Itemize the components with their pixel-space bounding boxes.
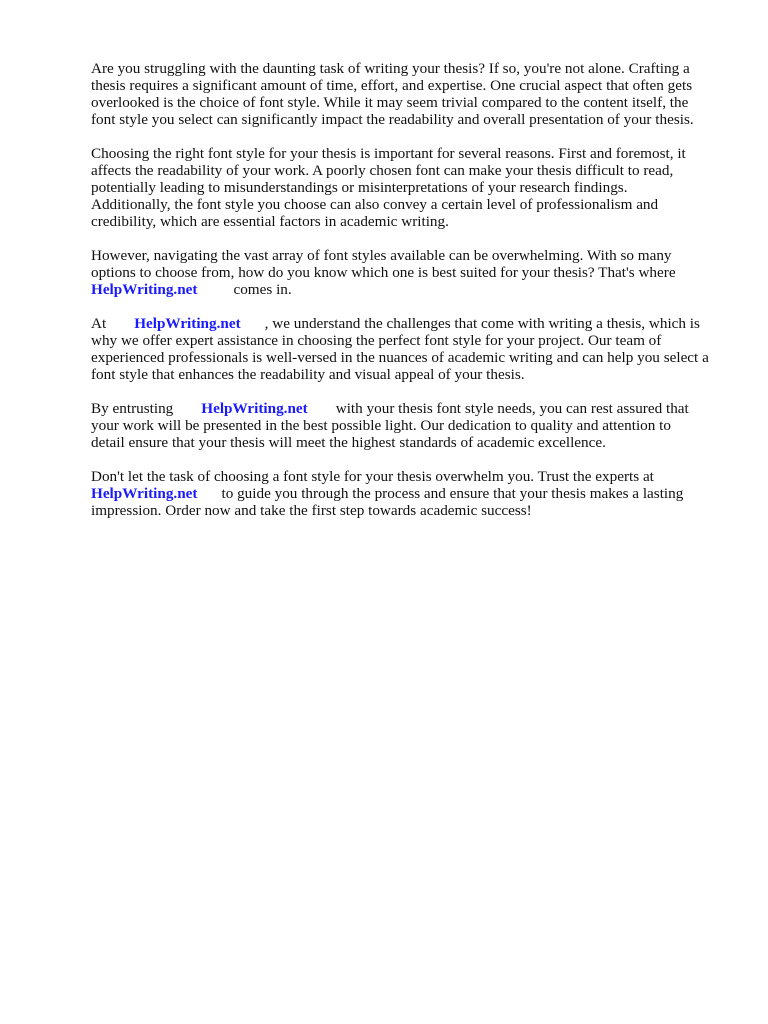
document-body — [91, 60, 731, 536]
paragraph-intro — [91, 60, 731, 128]
text-fragment: At — [91, 315, 107, 332]
text-fragment: By entrusting — [91, 400, 174, 417]
text-line: options to choose from, how do you know which one is best suited for your thesis? That's where — [91, 264, 676, 281]
text-line: Additionally, the font style you choose can also convey a certain level of professionalism and — [91, 196, 659, 213]
text-line: affects the readability of your work. A poorly chosen font can make your thesis difficult to read, — [91, 162, 674, 179]
text-line: detail ensure that your thesis will meet the highest standards of academic excellence. — [91, 434, 606, 451]
helpwriting-link[interactable]: HelpWriting.net — [134, 315, 241, 332]
text-line: thesis requires a significant amount of time, effort, and expertise. One crucial aspect that often gets — [91, 77, 693, 94]
paragraph-importance — [91, 145, 731, 230]
paragraph-entrusting — [91, 400, 731, 451]
text-fragment: to guide you through the process and ensure that your thesis makes a lasting — [221, 485, 684, 502]
text-line — [91, 400, 731, 417]
paragraph-navigation — [91, 247, 731, 298]
text-line: overlooked is the choice of font style. While it may seem trivial compared to the content itself, the — [91, 94, 689, 111]
text-line: Choosing the right font style for your thesis is important for several reasons. First and foremost, it — [91, 145, 686, 162]
paragraph-about — [91, 315, 731, 383]
paragraph-call-to-action — [91, 468, 731, 519]
text-line: Don't let the task of choosing a font style for your thesis overwhelm you. Trust the experts at — [91, 468, 654, 485]
text-line: impression. Order now and take the first step towards academic success! — [91, 502, 532, 519]
text-line: However, navigating the vast array of font styles available can be overwhelming. With so many — [91, 247, 672, 264]
text-line: why we offer expert assistance in choosing the perfect font style for your project. Our team of — [91, 332, 662, 349]
text-line — [91, 315, 731, 332]
text-line: your work will be presented in the best possible light. Our dedication to quality and attention to — [91, 417, 671, 434]
text-fragment: comes in. — [233, 281, 292, 298]
text-line: Are you struggling with the daunting task of writing your thesis? If so, you're not alone. Crafting a — [91, 60, 690, 77]
helpwriting-link[interactable]: HelpWriting.net — [201, 400, 308, 417]
helpwriting-link[interactable]: HelpWriting.net — [91, 281, 198, 298]
text-line: credibility, which are essential factors in academic writing. — [91, 213, 449, 230]
helpwriting-link[interactable]: HelpWriting.net — [91, 485, 198, 502]
text-fragment: , we understand the challenges that come with writing a thesis, which is — [264, 315, 700, 332]
text-line: font style that enhances the readability and visual appeal of your thesis. — [91, 366, 525, 383]
text-fragment: with your thesis font style needs, you can rest assured that — [335, 400, 689, 417]
text-line — [91, 281, 731, 298]
text-line: experienced professionals is well-versed in the nuances of academic writing and can help you select a — [91, 349, 709, 366]
text-line — [91, 485, 731, 502]
text-line: potentially leading to misunderstandings or misinterpretations of your research findings. — [91, 179, 628, 196]
text-line: font style you select can significantly impact the readability and overall presentation of your thesis. — [91, 111, 694, 128]
